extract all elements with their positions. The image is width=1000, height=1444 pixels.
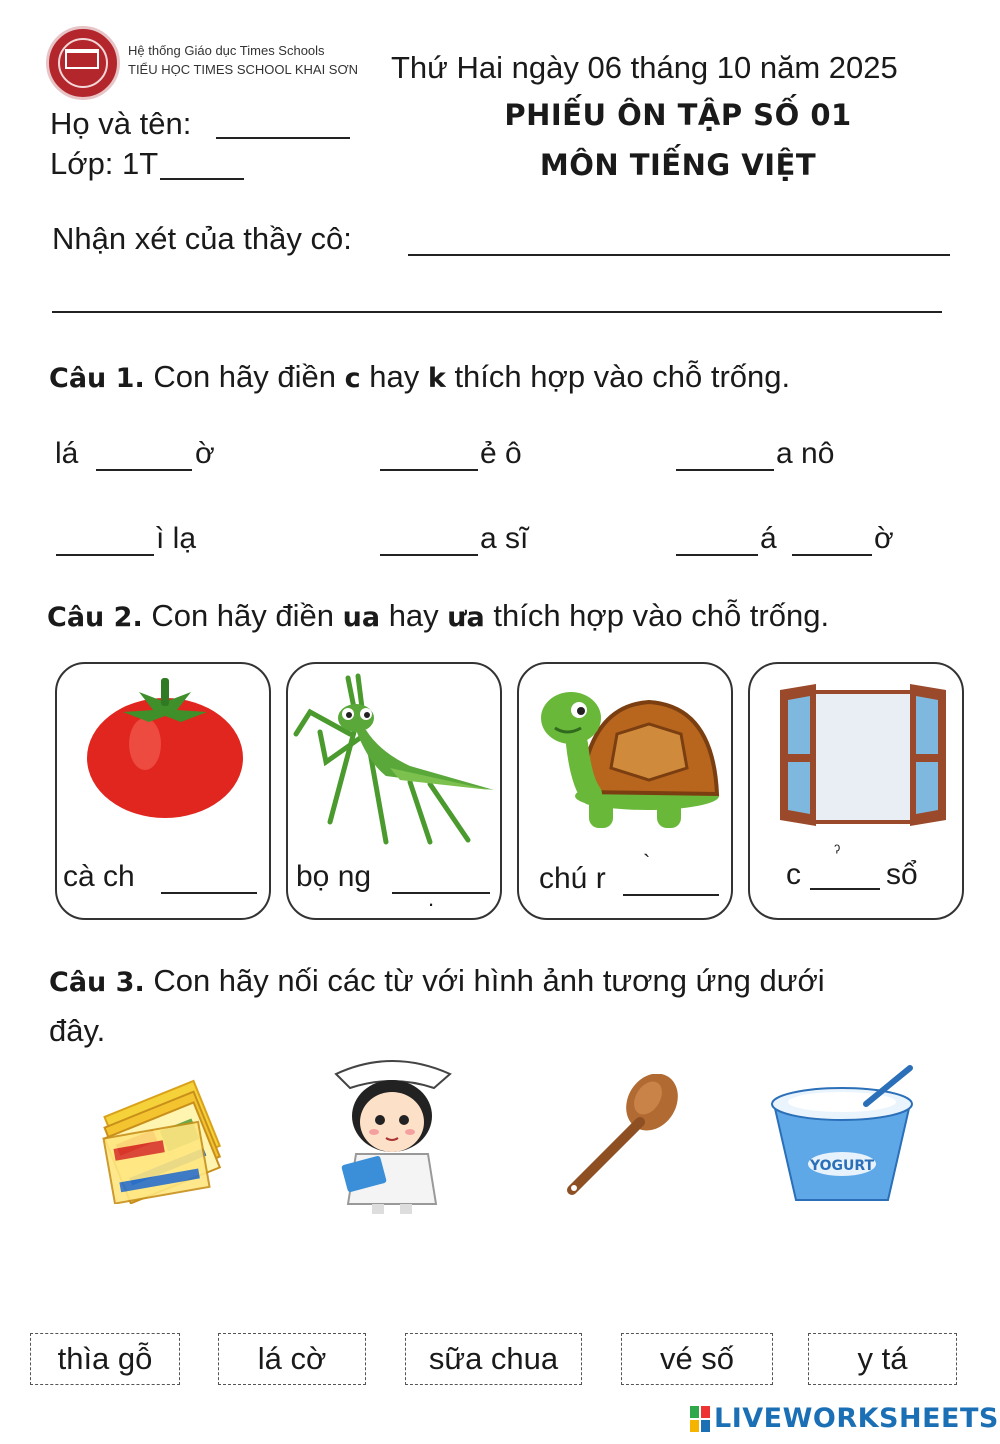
q1-blank-4[interactable]	[56, 554, 154, 556]
q2-card-2-tone-mark: .	[428, 886, 435, 911]
window-image	[776, 682, 950, 828]
comment-line-2[interactable]	[52, 311, 942, 313]
q1-item-6-suffix: ờ	[874, 522, 894, 555]
q2-card-3-tone-mark: `	[643, 850, 651, 875]
wooden-spoon-image	[558, 1074, 684, 1200]
q2-blank-3[interactable]	[623, 894, 719, 896]
q2-blank-4[interactable]	[810, 888, 880, 890]
word-box-4[interactable]: vé số	[621, 1333, 773, 1385]
q1-blank-2[interactable]	[380, 469, 478, 471]
q2-card-tomato	[55, 662, 271, 920]
q2-card-2-text: bọ ng	[296, 860, 372, 893]
word-box-3[interactable]: sữa chua	[405, 1333, 582, 1385]
class-label: Lớp: 1T	[50, 146, 159, 181]
q2-card-4-suffix: sổ	[886, 858, 918, 891]
q2-card-4-text: c	[786, 858, 801, 891]
q2-card-window	[748, 662, 964, 920]
subject-title: MÔN TIẾNG VIỆT	[539, 148, 817, 182]
comment-label: Nhận xét của thầy cô:	[52, 221, 352, 256]
q1-item-2-suffix: ẻ ô	[480, 437, 522, 470]
date: Thứ Hai ngày 06 tháng 10 năm 2025	[391, 50, 898, 85]
word-box-1[interactable]: thìa gỗ	[30, 1333, 180, 1385]
q1-item-5-suffix: a sĩ	[480, 522, 529, 555]
school-name: Hệ thống Giáo dục Times Schools TIỂU HỌC TIMES SCHOOL KHAI SƠN	[128, 43, 359, 77]
q2-card-turtle	[517, 662, 733, 920]
word-box-2[interactable]: lá cờ	[218, 1333, 366, 1385]
svg-text:YOGURT: YOGURT	[809, 1158, 875, 1174]
q1-item-1-suffix: ờ	[195, 437, 215, 470]
q1-blank-5[interactable]	[380, 554, 478, 556]
q1-item-1: lá	[55, 437, 79, 470]
turtle-image	[537, 684, 727, 834]
tomato-image	[83, 672, 247, 822]
word-box-5[interactable]: y tá	[808, 1333, 957, 1385]
liveworksheets-logo-icon	[690, 1406, 710, 1432]
question-3: Câu 3. Con hãy nối các từ với hình ảnh tương ứng dưới đây.	[49, 963, 825, 1048]
q1-blank-3[interactable]	[676, 469, 774, 471]
q2-card-1-text: cà ch	[63, 860, 135, 893]
lottery-tickets-image	[96, 1066, 232, 1204]
q2-card-3-text: chú r	[539, 862, 606, 895]
question-1: Câu 1. Con hãy điền c hay k thích hợp vào chỗ trống.	[49, 359, 791, 394]
q1-blank-7[interactable]	[792, 554, 872, 556]
q1-blank-1[interactable]	[96, 469, 192, 471]
q2-blank-2[interactable]	[392, 892, 490, 894]
question-2: Câu 2. Con hãy điền ua hay ưa thích hợp vào chỗ trống.	[47, 598, 830, 633]
mantis-image	[290, 672, 500, 848]
yogurt-image	[766, 1064, 918, 1208]
q1-blank-6[interactable]	[676, 554, 758, 556]
worksheet-title: PHIẾU ÔN TẬP SỐ 01	[504, 98, 852, 132]
brand-name: LIVEWORKSHEETS	[714, 1403, 999, 1434]
q2-blank-1[interactable]	[161, 892, 257, 894]
q2-card-4-tone-mark: ˀ	[834, 842, 841, 862]
nurse-image	[326, 1054, 458, 1214]
q1-item-6-mid: á	[760, 522, 777, 555]
class-input[interactable]	[160, 178, 244, 180]
name-label: Họ và tên:	[50, 106, 192, 141]
comment-line-1[interactable]	[408, 254, 950, 256]
q2-card-mantis	[286, 662, 502, 920]
q1-item-4-suffix: ì lạ	[156, 522, 197, 555]
name-input[interactable]	[216, 137, 350, 139]
school-logo	[46, 26, 120, 100]
q1-item-3-suffix: a nô	[776, 437, 835, 470]
